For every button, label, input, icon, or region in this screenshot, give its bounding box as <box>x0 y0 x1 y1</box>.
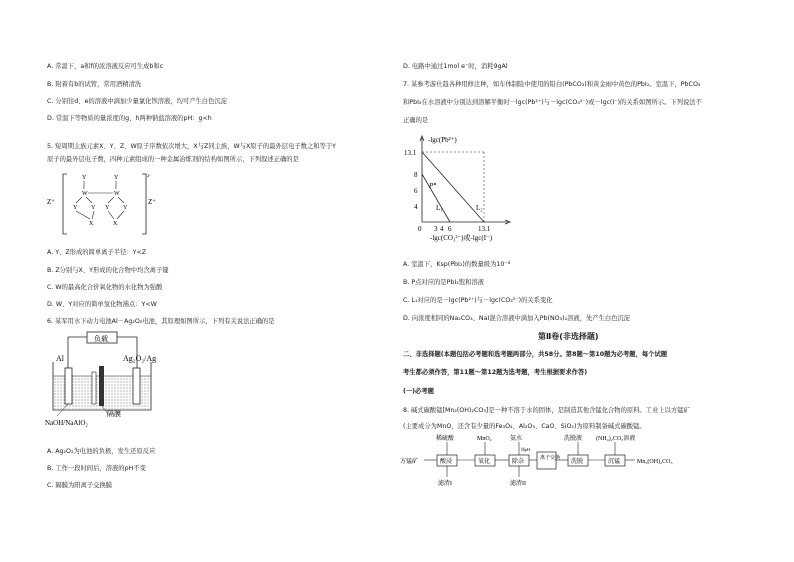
y-tick-4: 4 <box>414 203 418 211</box>
x-axis-label: -lgc(CO₃²⁻)或-lgc(I⁻) <box>430 234 493 242</box>
x-tick-0: 0 <box>418 225 422 233</box>
atom-y4: Y <box>91 205 96 211</box>
q5-option-b: B. Z分别与X、Y形成的化合物中均含离子键 <box>47 267 169 274</box>
ph-note: 调pH <box>521 447 530 452</box>
line-l2-label: L₂ <box>476 204 483 212</box>
step-impurity-removal: 除杂 <box>512 459 525 465</box>
q5-stem-line2: 原子的最外层电子数，四种元素组成的一种金属冶炼剂的结构如图所示，下列叙述正确的是 <box>47 156 299 163</box>
section-title: 第Ⅱ卷(非选择题) <box>538 332 599 341</box>
atom-x1: X <box>89 221 94 227</box>
q6-option-c: C. 隔膜为阳离子交换膜 <box>47 482 113 489</box>
q5-stem-line1: 5. 短周期主族元素X、Y、Z、W原子序数依次增大，X与Z同主族，W与X原子的最外层电子数之和等于Y <box>47 143 337 150</box>
section-intro-line1: 二、非选择题(本题包括必考题和选考题两部分，共58分。第8题～第10题为必考题，每个试题 <box>403 351 668 358</box>
step-oxidation: 氧化 <box>478 459 491 465</box>
y-tick-13: 13.1 <box>404 149 417 157</box>
residue-2: 滤渣II <box>510 481 526 487</box>
atom-y5: Y <box>105 205 110 211</box>
q7-stem-line2: 和PbI₂在水溶液中分别达到溶解平衡时－lgc(Pb²⁺)与－lgc(CO₃²⁻)或－lgc(I⁻)的关系如图所示。下列说法不 <box>403 99 702 106</box>
q6-option-a: A. Ag₂O₂为电池的负极，发生还原反应 <box>47 448 156 455</box>
q6-stem: 6. 某军用水下动力电池Al－Ag₂O₂电池，其原理如图所示，下列有关说法正确的是 <box>47 318 275 325</box>
y-axis-label: -lgc(Pb²⁺) <box>428 136 457 144</box>
x-tick-3: 3 <box>434 225 438 233</box>
q5-option-d: D. W、Y对应的简单氢化物沸点：Y<W <box>47 301 157 308</box>
q5-structure-figure <box>45 168 175 238</box>
membrane-label: 隔膜 <box>107 410 121 418</box>
q4-option-b: B. 附着有b的试管，常用酒精清洗 <box>47 81 142 88</box>
load-label: 负载 <box>94 335 108 343</box>
al-label: Al <box>56 354 64 363</box>
q7-graph <box>400 130 520 245</box>
residue-1: 滤渣I <box>438 481 452 487</box>
x-tick-4: 4 <box>440 225 444 233</box>
q6-battery-figure <box>45 330 185 430</box>
atom-y3: Y <box>73 205 78 211</box>
electrolyte-label: NaOH/NaAlO₂ <box>45 419 88 427</box>
section-intro-line2: 考生都必须作答，第11题～第12题为选考题，考生根据要求作答) <box>403 369 588 376</box>
x-tick-13: 13.1 <box>478 225 491 233</box>
q5-charge: 2- <box>147 173 151 178</box>
atom-w1: W <box>82 191 88 197</box>
q5-option-c: C. W的最高化合价氧化物的水化物为强酸 <box>47 284 163 291</box>
q8-stem-line2: (主要成分为MnO，还含有少量的Fe₃O₄、Al₂O₃、CaO、SiO₂)为原料制备碱式碳酸锰。 <box>403 423 646 430</box>
reagent-mno2: MnO₂ <box>477 436 492 442</box>
step-acid-leach: 酸浸 <box>440 459 453 465</box>
point-p <box>434 183 436 185</box>
q7-option-d: D. 向浓度相同的Na₂CO₃、NaI混合溶液中滴加入Pb(NO₃)₂溶液，先产生白色沉淀 <box>403 315 631 322</box>
q7-option-a: A. 室温下，Ksp(PbI₂)的数量级为10⁻⁸ <box>403 261 511 268</box>
q7-stem-line3: 正确的是 <box>403 117 429 124</box>
atom-w2: W <box>114 191 120 197</box>
q8-stem-line1: 8. 碱式碳酸锰[Mn₂(OH)₂CO₃]是一种不溶于水的固体，是制造其他含锰化合物的原料。工业上以方锰矿 <box>403 407 690 414</box>
step-ion-exchange: 离子交换 <box>540 456 561 461</box>
line-l1-label: L₁ <box>436 204 443 212</box>
product: Mn₂(OH)₂CO₃ <box>637 459 673 465</box>
atom-y2: Y <box>114 175 119 181</box>
ag2o2-label: Ag₂O₂/Ag <box>123 354 157 363</box>
step-elution: 洗脱 <box>571 459 584 465</box>
q4-option-c: C. 分别往d、e的溶液中滴加少量氯化钡溶液，均可产生白色沉淀 <box>47 98 227 105</box>
q5-z-left: Z⁺ <box>47 198 55 206</box>
reagent-ammonia: 氨水 <box>510 436 523 442</box>
reagent-eluent: 洗脱液 <box>564 436 583 442</box>
q4-option-a: A. 常温下，a和f的浓溶液反应可生成b和c <box>47 63 164 70</box>
atom-y6: Y <box>123 205 128 211</box>
atom-y1: Y <box>82 175 87 181</box>
q5-z-right: Z⁺ <box>148 198 156 206</box>
q6-option-b: B. 工作一段时间后，溶液的pH不变 <box>47 465 146 472</box>
y-tick-6: 6 <box>414 187 418 195</box>
line-l1 <box>422 174 450 222</box>
q4-option-d: D. 常温下等物质的量浓度的g、h两种钠盐溶液的pH：g<h <box>47 115 212 122</box>
step-mn-precipitation: 沉锰 <box>608 459 621 465</box>
q7-stem-line1: 7. 某参考游仕趋各种用修注种，如车体制险中使用的铅白(PbCO₃)和黄金雨中黄色的PbI₂。室温下，PbCO₃ <box>403 81 701 88</box>
reagent-sulfuric-acid: 稀硫酸 <box>436 436 455 442</box>
q8-flow-diagram <box>400 432 700 492</box>
y-tick-8: 8 <box>414 171 418 179</box>
point-p-label: P <box>429 182 434 190</box>
sub-section-title: (一)必考题 <box>403 388 434 395</box>
q6-option-d: D. 电路中通过1mol e⁻时，消耗9gAl <box>403 63 508 70</box>
atom-x2: X <box>113 221 118 227</box>
q7-option-b: B. P点对应的是PbI₂饱和溶液 <box>403 279 484 286</box>
q5-option-a: A. Y、Z形成的简单离子半径：Y<Z <box>47 249 147 256</box>
raw-material: 方锰矿 <box>400 459 419 465</box>
q7-option-c: C. L₁对应的是－lgc(Pb²⁺)与－lgc(CO₃²⁻)的关系变化 <box>403 297 553 304</box>
reagent-ammonium-carbonate: (NH₄)₂CO₃溶液 <box>596 436 636 442</box>
x-tick-6: 6 <box>448 225 452 233</box>
